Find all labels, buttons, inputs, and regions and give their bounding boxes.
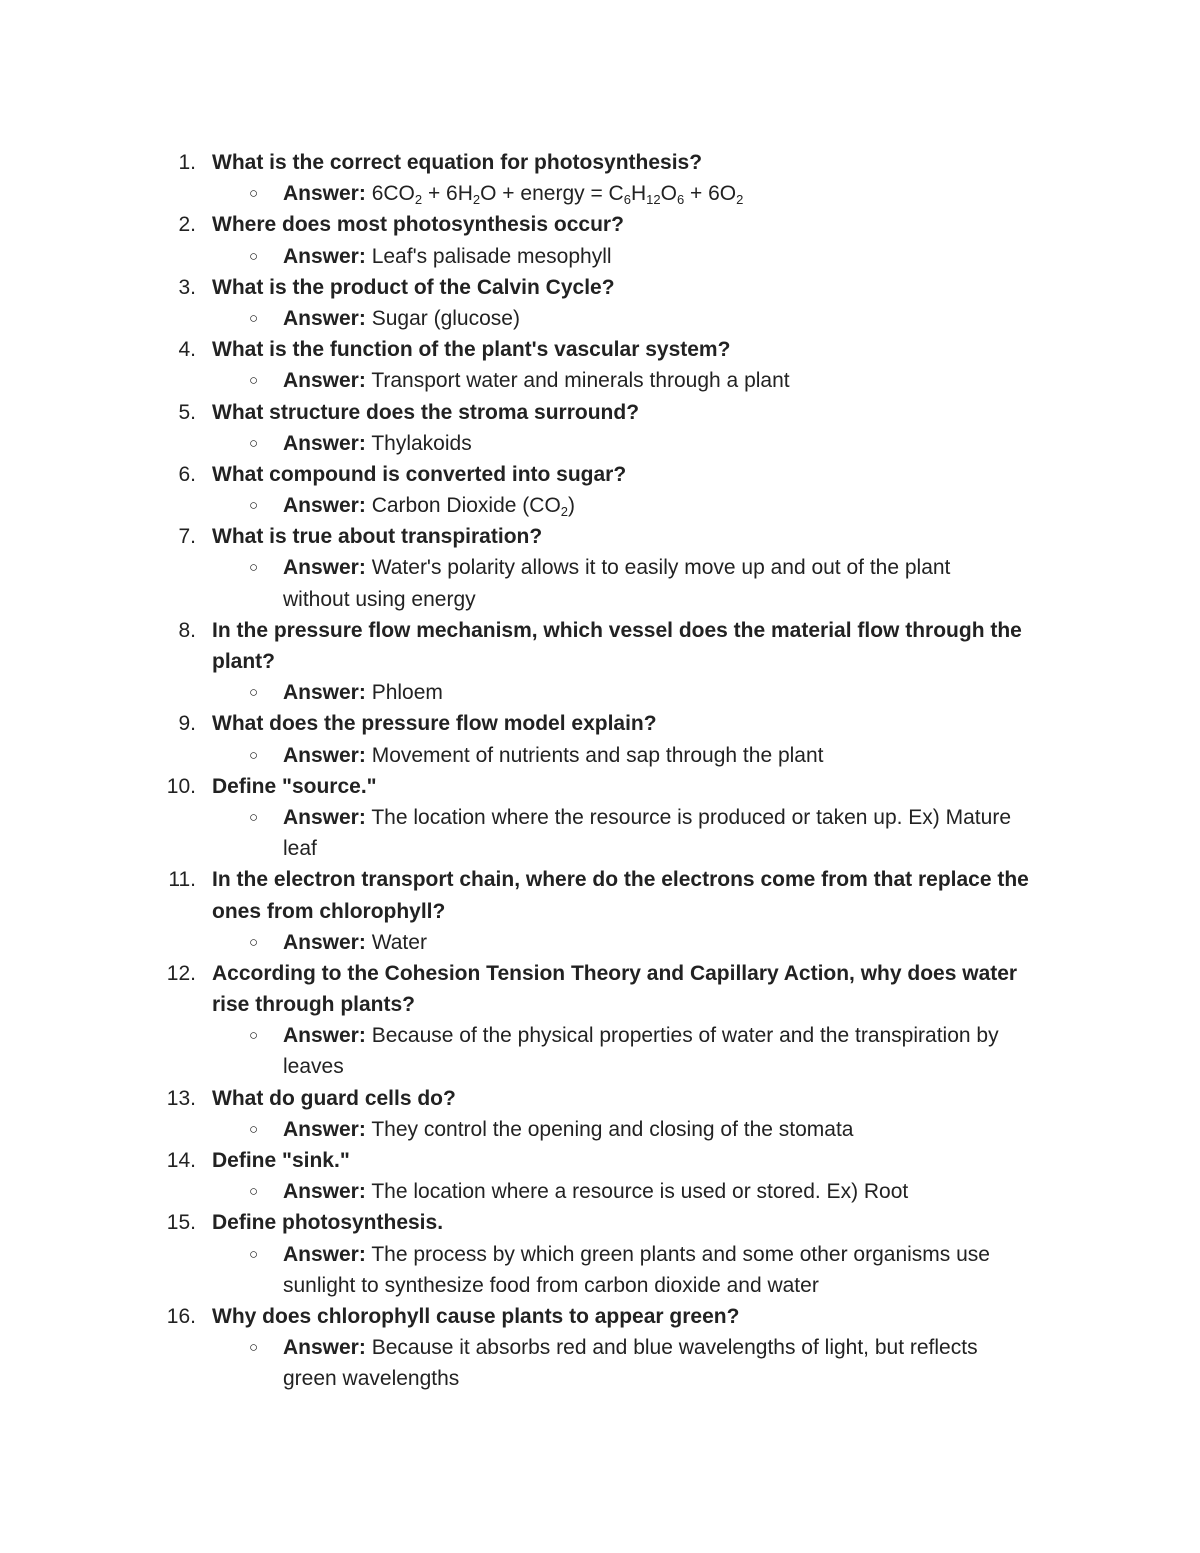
answer-text: sunlight to synthesize food from carbon dioxide and water	[283, 1273, 819, 1297]
answer-continuation-line	[0, 1270, 1200, 1301]
subscript: 2	[472, 192, 481, 208]
question-line	[0, 272, 1200, 303]
question-text: What is the product of the Calvin Cycle?	[212, 275, 615, 299]
answer-label: Answer:	[283, 930, 366, 954]
answer-line	[0, 552, 1200, 583]
question-line	[0, 397, 1200, 428]
answer-text-part: Carbon Dioxide (CO	[371, 494, 561, 518]
question-text: Define "sink."	[212, 1149, 350, 1172]
question-text: What do guard cells do?	[212, 1086, 456, 1110]
answer-line	[0, 303, 1200, 334]
answer-label: Answer:	[283, 805, 366, 829]
answer-text-part: )	[568, 494, 576, 518]
answer-text	[283, 1114, 853, 1145]
answer-label: Answer:	[283, 1024, 366, 1048]
subscript: 6	[676, 192, 685, 208]
question-line	[0, 989, 1200, 1020]
question-line	[0, 209, 1200, 240]
qa-item-7	[0, 521, 1200, 615]
answer-line	[0, 178, 1200, 209]
qa-item-2	[0, 209, 1200, 271]
subscript: 2	[560, 504, 569, 520]
answer-value: The location where a resource is used or stored. Ex) Root	[371, 1180, 909, 1204]
answer-label: Answer:	[283, 182, 366, 206]
question-line	[0, 521, 1200, 552]
answer-text	[283, 178, 743, 209]
answer-text-part: + 6H	[422, 182, 473, 206]
question-number: 5.	[178, 400, 196, 424]
question-number: 7.	[178, 525, 196, 549]
question-text: Define photosynthesis.	[212, 1211, 444, 1235]
answer-label: Answer:	[283, 1180, 366, 1204]
answer-text	[283, 241, 612, 272]
answer-line	[0, 1176, 1200, 1207]
answer-label: Answer:	[283, 743, 366, 767]
qa-item-8	[0, 615, 1200, 709]
answer-text: without using energy	[283, 587, 476, 611]
answer-line	[0, 365, 1200, 396]
answer-continuation-line	[0, 1051, 1200, 1082]
question-number: 11.	[168, 868, 196, 892]
answer-value: Because it absorbs red and blue wavelengths of light, but reflects	[371, 1336, 978, 1360]
qa-item-12	[0, 958, 1200, 1083]
answer-text: leaf	[283, 837, 317, 861]
qa-item-1	[0, 147, 1200, 209]
question-text: What structure does the stroma surround?	[212, 400, 640, 424]
question-text: According to the Cohesion Tension Theory and Capillary Action, why does water	[212, 961, 1018, 985]
answer-text	[283, 552, 950, 583]
hollow-bullet-icon: ○	[249, 1183, 259, 1201]
question-line	[0, 1083, 1200, 1114]
hollow-bullet-icon: ○	[249, 1120, 259, 1138]
question-line	[0, 1145, 1200, 1176]
qa-item-6	[0, 459, 1200, 521]
answer-continuation-line	[0, 1363, 1200, 1394]
qa-item-4	[0, 334, 1200, 396]
answer-line	[0, 1239, 1200, 1270]
question-line	[0, 646, 1200, 677]
answer-label: Answer:	[283, 369, 366, 393]
answer-continuation-line	[0, 833, 1200, 864]
answer-text-part: + 6O	[684, 182, 737, 206]
question-number: 10.	[166, 774, 196, 798]
answer-text	[283, 490, 575, 521]
question-number: 1.	[178, 151, 196, 174]
hollow-bullet-icon: ○	[249, 1339, 259, 1357]
answer-text-part: 6CO	[371, 182, 415, 206]
question-number: 15.	[166, 1211, 196, 1235]
question-line	[0, 459, 1200, 490]
answer-line	[0, 428, 1200, 459]
question-line	[0, 1301, 1200, 1332]
answer-label: Answer:	[283, 244, 366, 268]
question-number: 13.	[166, 1086, 196, 1110]
qa-item-3	[0, 272, 1200, 334]
question-text: What compound is converted into sugar?	[212, 462, 627, 486]
qa-item-14	[0, 1145, 1200, 1207]
answer-text	[283, 1239, 990, 1270]
hollow-bullet-icon: ○	[249, 309, 259, 327]
answer-label: Answer:	[283, 681, 366, 705]
question-number: 4.	[178, 338, 196, 362]
answer-text-part: H	[630, 182, 647, 206]
answer-text	[283, 802, 1011, 833]
hollow-bullet-icon: ○	[249, 247, 259, 265]
answer-value: They control the opening and closing of the stomata	[371, 1117, 854, 1141]
answer-value: Sugar (glucose)	[371, 306, 520, 330]
answer-value: The process by which green plants and some other organisms use	[371, 1242, 990, 1266]
answer-text	[283, 740, 824, 771]
answer-line	[0, 927, 1200, 958]
subscript: 12	[646, 192, 661, 208]
question-text: plant?	[212, 650, 275, 673]
answer-text: green wavelengths	[283, 1367, 460, 1391]
answer-value: Water's polarity allows it to easily move up and out of the plant	[371, 556, 951, 580]
subscript: 2	[414, 192, 423, 208]
qa-item-16	[0, 1301, 1200, 1395]
question-line	[0, 1207, 1200, 1238]
question-text: What is true about transpiration?	[212, 525, 543, 549]
qa-item-11	[0, 864, 1200, 958]
question-number: 9.	[178, 712, 196, 736]
hollow-bullet-icon: ○	[249, 933, 259, 951]
hollow-bullet-icon: ○	[249, 559, 259, 577]
question-line	[0, 334, 1200, 365]
question-text: Where does most photosynthesis occur?	[212, 213, 624, 237]
answer-line	[0, 740, 1200, 771]
question-line	[0, 896, 1200, 927]
question-number: 8.	[178, 618, 196, 642]
question-number: 2.	[178, 213, 196, 237]
qa-item-15	[0, 1207, 1200, 1301]
question-number: 14.	[166, 1149, 196, 1172]
question-text: Define "source."	[212, 774, 377, 798]
answer-label: Answer:	[283, 431, 366, 455]
answer-label: Answer:	[283, 306, 366, 330]
answer-line	[0, 241, 1200, 272]
question-text: What is the correct equation for photosynthesis?	[212, 151, 703, 174]
qa-document	[0, 147, 1200, 1395]
answer-line	[0, 1114, 1200, 1145]
answer-text	[283, 1332, 978, 1363]
hollow-bullet-icon: ○	[249, 1027, 259, 1045]
question-line	[0, 771, 1200, 802]
answer-text-part: O	[660, 182, 677, 206]
qa-item-10	[0, 771, 1200, 865]
question-number: 12.	[166, 961, 196, 985]
question-line	[0, 615, 1200, 646]
hollow-bullet-icon: ○	[249, 185, 259, 203]
qa-item-5	[0, 397, 1200, 459]
answer-line	[0, 1020, 1200, 1051]
answer-label: Answer:	[283, 1117, 366, 1141]
answer-text	[283, 428, 472, 459]
answer-label: Answer:	[283, 1242, 366, 1266]
question-number: 16.	[166, 1304, 196, 1328]
answer-line	[0, 1332, 1200, 1363]
answer-label: Answer:	[283, 1336, 366, 1360]
question-text: In the electron transport chain, where do the electrons come from that replace the	[212, 868, 1029, 892]
answer-line	[0, 802, 1200, 833]
question-number: 6.	[178, 462, 196, 486]
question-text: In the pressure flow mechanism, which vessel does the material flow through the	[212, 618, 1022, 642]
hollow-bullet-icon: ○	[249, 684, 259, 702]
answer-line	[0, 490, 1200, 521]
answer-value: The location where the resource is produced or taken up. Ex) Mature	[371, 805, 1011, 829]
question-line	[0, 958, 1200, 989]
hollow-bullet-icon: ○	[249, 808, 259, 826]
answer-text	[283, 1176, 908, 1207]
answer-value: Movement of nutrients and sap through the plant	[371, 743, 824, 767]
answer-text	[283, 927, 427, 958]
answer-label: Answer:	[283, 556, 366, 580]
answer-value: Leaf's palisade mesophyll	[371, 244, 612, 268]
answer-value: Water	[371, 930, 427, 954]
qa-item-13	[0, 1083, 1200, 1145]
answer-line	[0, 677, 1200, 708]
hollow-bullet-icon: ○	[249, 434, 259, 452]
answer-text-part: O + energy = C	[480, 182, 624, 206]
question-line	[0, 864, 1200, 895]
answer-value: Phloem	[371, 681, 443, 705]
hollow-bullet-icon: ○	[249, 372, 259, 390]
qa-item-9	[0, 708, 1200, 770]
answer-text	[283, 303, 520, 334]
hollow-bullet-icon: ○	[249, 1245, 259, 1263]
answer-text	[283, 365, 790, 396]
subscript: 6	[623, 192, 631, 208]
hollow-bullet-icon: ○	[249, 497, 259, 515]
answer-text	[283, 1020, 999, 1051]
answer-value: Transport water and minerals through a plant	[371, 369, 790, 393]
question-text: What is the function of the plant's vascular system?	[212, 338, 731, 362]
question-text: Why does chlorophyll cause plants to appear green?	[212, 1304, 740, 1328]
question-text: What does the pressure flow model explain?	[212, 712, 657, 736]
hollow-bullet-icon: ○	[249, 746, 259, 764]
answer-value: Because of the physical properties of water and the transpiration by	[371, 1024, 999, 1048]
answer-continuation-line	[0, 584, 1200, 615]
question-number: 3.	[178, 275, 196, 299]
subscript: 2	[736, 192, 744, 208]
question-line	[0, 147, 1200, 178]
question-line	[0, 708, 1200, 739]
question-text: ones from chlorophyll?	[212, 899, 446, 923]
answer-label: Answer:	[283, 494, 366, 518]
answer-text: leaves	[283, 1055, 344, 1079]
question-text: rise through plants?	[212, 993, 416, 1017]
answer-value: Thylakoids	[371, 431, 472, 455]
answer-text	[283, 677, 443, 708]
